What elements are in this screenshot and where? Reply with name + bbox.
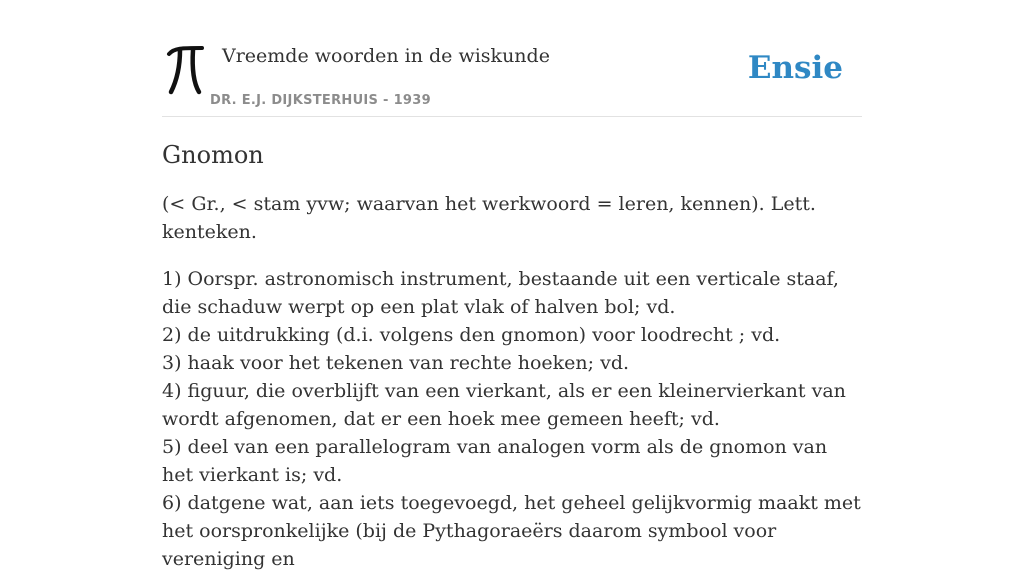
definition-item: 2) de uitdrukking (d.i. volgens den gnomon) voor loodrecht ; vd. xyxy=(162,324,781,346)
definition-item: 4) figuur, die overblijft van een vierkant, als er een kleinervierkant van wordt afgenomen, dat er een hoek mee gemeen heeft; vd. xyxy=(162,380,846,430)
definition-item: 6) datgene wat, aan iets toegevoegd, het geheel gelijkvormig maakt met het oorspronkelijke (bij de Pythagoraeërs daarom symbool voor vereniging en xyxy=(162,492,861,570)
book-author: DR. E.J. DIJKSTERHUIS - 1939 xyxy=(210,93,431,108)
pi-icon[interactable] xyxy=(166,44,204,96)
entry-etymology: (< Gr., < stam yvw; waarvan het werkwoord = leren, kennen). Lett. kenteken. xyxy=(162,193,816,243)
header xyxy=(162,0,862,117)
entry-title: Gnomon xyxy=(162,141,264,169)
definition-item: 3) haak voor het tekenen van rechte hoeken; vd. xyxy=(162,352,630,374)
book-title[interactable]: Vreemde woorden in de wiskunde xyxy=(222,45,550,67)
definition-item: 5) deel van een parallelogram van analogen vorm als de gnomon van het vierkant is; vd. xyxy=(162,436,828,486)
entry-content xyxy=(162,138,864,573)
definition-list xyxy=(162,265,864,573)
brand-logo[interactable]: Ensie xyxy=(747,50,843,86)
definition-item: 1) Oorspr. astronomisch instrument, bestaande uit een verticale staaf, die schaduw werpt op een plat vlak of halven bol; vd. xyxy=(162,268,839,318)
